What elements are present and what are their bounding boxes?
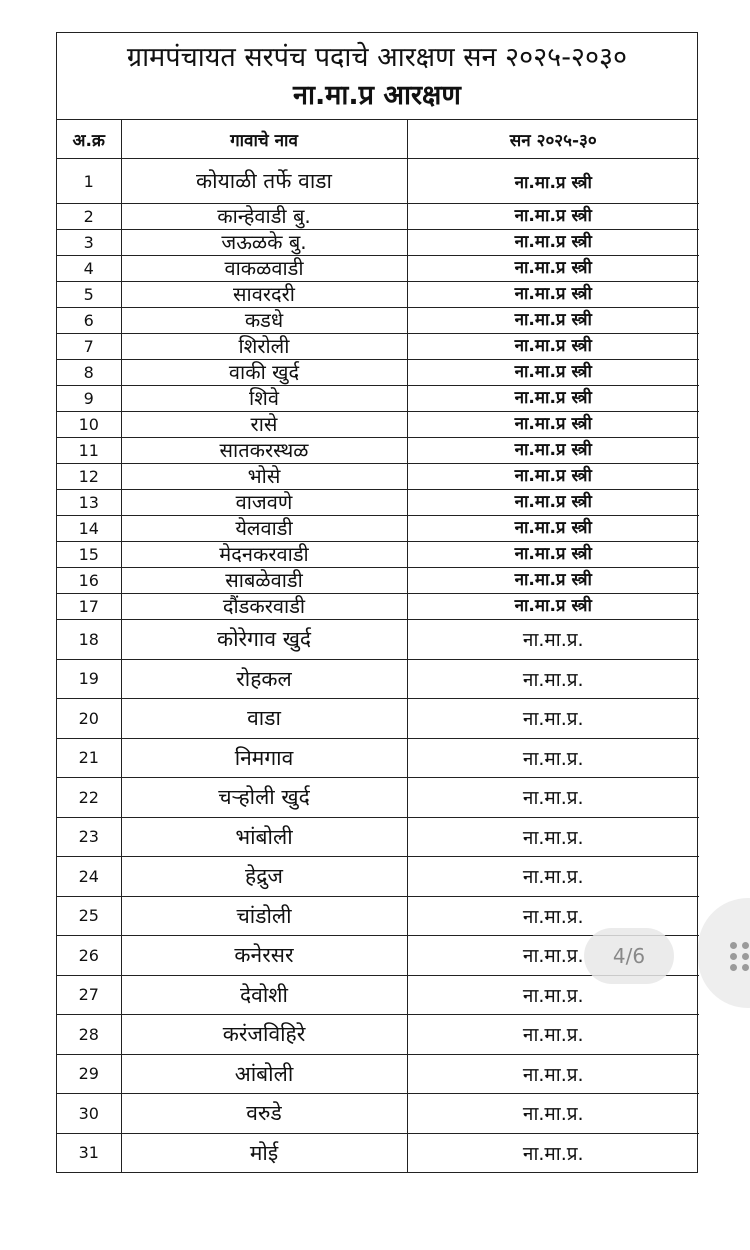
reservation-cell: ना.मा.प्र स्त्री — [407, 334, 699, 360]
reservation-cell: ना.मा.प्र स्त्री — [407, 568, 699, 594]
table-row — [57, 1094, 699, 1134]
reservation-cell: ना.मा.प्र. — [407, 857, 699, 897]
reservation-cell: ना.मा.प्र. — [407, 1054, 699, 1094]
village-name-cell: आंबोली — [121, 1054, 407, 1094]
village-name-cell: दौंडकरवाडी — [121, 594, 407, 620]
village-name-cell: कडधे — [121, 308, 407, 334]
reservation-cell: ना.मा.प्र. — [407, 738, 699, 778]
serial-number-cell: 3 — [57, 230, 121, 256]
table-row — [57, 308, 699, 334]
reservation-cell: ना.मा.प्र. — [407, 817, 699, 857]
table-row — [57, 568, 699, 594]
header-serial: अ.क्र — [57, 120, 121, 159]
reservation-cell: ना.मा.प्र स्त्री — [407, 412, 699, 438]
table-row — [57, 204, 699, 230]
reservation-cell: ना.मा.प्र स्त्री — [407, 360, 699, 386]
serial-number-cell: 29 — [57, 1054, 121, 1094]
table-row — [57, 464, 699, 490]
table-row — [57, 659, 699, 699]
serial-number-cell: 21 — [57, 738, 121, 778]
reservation-document — [56, 32, 698, 1173]
reservation-cell: ना.मा.प्र स्त्री — [407, 438, 699, 464]
reservation-cell: ना.मा.प्र स्त्री — [407, 464, 699, 490]
serial-number-cell: 26 — [57, 936, 121, 976]
serial-number-cell: 7 — [57, 334, 121, 360]
table-row — [57, 230, 699, 256]
reservation-cell: ना.मा.प्र स्त्री — [407, 308, 699, 334]
document-subtitle: ना.मा.प्र आरक्षण — [293, 80, 461, 111]
village-name-cell: मोई — [121, 1133, 407, 1172]
serial-number-cell: 24 — [57, 857, 121, 897]
table-row — [57, 412, 699, 438]
village-name-cell: वाकळवाडी — [121, 256, 407, 282]
table-row — [57, 699, 699, 739]
table-row — [57, 159, 699, 204]
reservation-cell: ना.मा.प्र स्त्री — [407, 490, 699, 516]
table-row — [57, 360, 699, 386]
village-name-cell: मेदनकरवाडी — [121, 542, 407, 568]
reservation-cell: ना.मा.प्र. — [407, 620, 699, 660]
reservation-table — [57, 120, 699, 1172]
table-row — [57, 594, 699, 620]
serial-number-cell: 1 — [57, 159, 121, 204]
reservation-cell: ना.मा.प्र स्त्री — [407, 542, 699, 568]
reservation-cell: ना.मा.प्र स्त्री — [407, 594, 699, 620]
serial-number-cell: 22 — [57, 778, 121, 818]
table-row — [57, 1015, 699, 1055]
table-row — [57, 620, 699, 660]
serial-number-cell: 2 — [57, 204, 121, 230]
serial-number-cell: 31 — [57, 1133, 121, 1172]
village-name-cell: शिवे — [121, 386, 407, 412]
serial-number-cell: 18 — [57, 620, 121, 660]
reservation-cell: ना.मा.प्र. — [407, 778, 699, 818]
village-name-cell: रोहकल — [121, 659, 407, 699]
village-name-cell: साबळेवाडी — [121, 568, 407, 594]
serial-number-cell: 16 — [57, 568, 121, 594]
village-name-cell: वाजवणे — [121, 490, 407, 516]
village-name-cell: कोरेगाव खुर्द — [121, 620, 407, 660]
table-row — [57, 857, 699, 897]
document-title: ग्रामपंचायत सरपंच पदाचे आरक्षण सन २०२५-२०३० — [126, 42, 628, 73]
village-name-cell: करंजविहिरे — [121, 1015, 407, 1055]
reservation-cell: ना.मा.प्र स्त्री — [407, 230, 699, 256]
table-row — [57, 386, 699, 412]
serial-number-cell: 11 — [57, 438, 121, 464]
village-name-cell: सातकरस्थळ — [121, 438, 407, 464]
table-row — [57, 256, 699, 282]
village-name-cell: हेद्रुज — [121, 857, 407, 897]
table-row — [57, 516, 699, 542]
serial-number-cell: 10 — [57, 412, 121, 438]
village-name-cell: देवोशी — [121, 975, 407, 1015]
serial-number-cell: 5 — [57, 282, 121, 308]
serial-number-cell: 23 — [57, 817, 121, 857]
table-row — [57, 738, 699, 778]
village-name-cell: निमगाव — [121, 738, 407, 778]
table-row — [57, 817, 699, 857]
grip-dots-icon[interactable] — [730, 942, 750, 972]
reservation-cell: ना.मा.प्र. — [407, 975, 699, 1015]
serial-number-cell: 6 — [57, 308, 121, 334]
reservation-cell: ना.मा.प्र. — [407, 699, 699, 739]
reservation-cell: ना.मा.प्र. — [407, 936, 699, 976]
reservation-cell: ना.मा.प्र स्त्री — [407, 282, 699, 308]
village-name-cell: भोसे — [121, 464, 407, 490]
village-name-cell: वरुडे — [121, 1094, 407, 1134]
table-row — [57, 542, 699, 568]
village-name-cell: कान्हेवाडी बु. — [121, 204, 407, 230]
serial-number-cell: 30 — [57, 1094, 121, 1134]
serial-number-cell: 25 — [57, 896, 121, 936]
reservation-cell: ना.मा.प्र स्त्री — [407, 256, 699, 282]
reservation-cell: ना.मा.प्र. — [407, 1015, 699, 1055]
village-name-cell: चांडोली — [121, 896, 407, 936]
serial-number-cell: 27 — [57, 975, 121, 1015]
reservation-cell: ना.मा.प्र. — [407, 1133, 699, 1172]
serial-number-cell: 4 — [57, 256, 121, 282]
village-name-cell: रासे — [121, 412, 407, 438]
village-name-cell: शिरोली — [121, 334, 407, 360]
table-body — [57, 159, 699, 1173]
reservation-cell: ना.मा.प्र. — [407, 1094, 699, 1134]
village-name-cell: येलवाडी — [121, 516, 407, 542]
village-name-cell: जऊळके बु. — [121, 230, 407, 256]
village-name-cell: कोयाळी तर्फे वाडा — [121, 159, 407, 204]
serial-number-cell: 14 — [57, 516, 121, 542]
reservation-cell: ना.मा.प्र स्त्री — [407, 204, 699, 230]
header-reservation-year: सन २०२५-३० — [407, 120, 699, 159]
page-indicator: 4/6 — [584, 928, 674, 984]
table-row — [57, 334, 699, 360]
village-name-cell: वाडा — [121, 699, 407, 739]
village-name-cell: भांबोली — [121, 817, 407, 857]
village-name-cell: वाकी खुर्द — [121, 360, 407, 386]
table-row — [57, 1054, 699, 1094]
serial-number-cell: 19 — [57, 659, 121, 699]
header-village-name: गावाचे नाव — [121, 120, 407, 159]
serial-number-cell: 13 — [57, 490, 121, 516]
reservation-cell: ना.मा.प्र स्त्री — [407, 386, 699, 412]
reservation-cell: ना.मा.प्र स्त्री — [407, 159, 699, 204]
serial-number-cell: 15 — [57, 542, 121, 568]
table-row — [57, 778, 699, 818]
reservation-cell: ना.मा.प्र स्त्री — [407, 516, 699, 542]
table-row — [57, 490, 699, 516]
serial-number-cell: 9 — [57, 386, 121, 412]
serial-number-cell: 12 — [57, 464, 121, 490]
village-name-cell: चऱ्होली खुर्द — [121, 778, 407, 818]
table-row — [57, 438, 699, 464]
reservation-cell: ना.मा.प्र. — [407, 659, 699, 699]
serial-number-cell: 8 — [57, 360, 121, 386]
serial-number-cell: 20 — [57, 699, 121, 739]
table-row — [57, 1133, 699, 1172]
table-row — [57, 282, 699, 308]
reservation-cell: ना.मा.प्र. — [407, 896, 699, 936]
village-name-cell: कनेरसर — [121, 936, 407, 976]
serial-number-cell: 28 — [57, 1015, 121, 1055]
village-name-cell: सावरदरी — [121, 282, 407, 308]
serial-number-cell: 17 — [57, 594, 121, 620]
document-header — [57, 33, 697, 120]
